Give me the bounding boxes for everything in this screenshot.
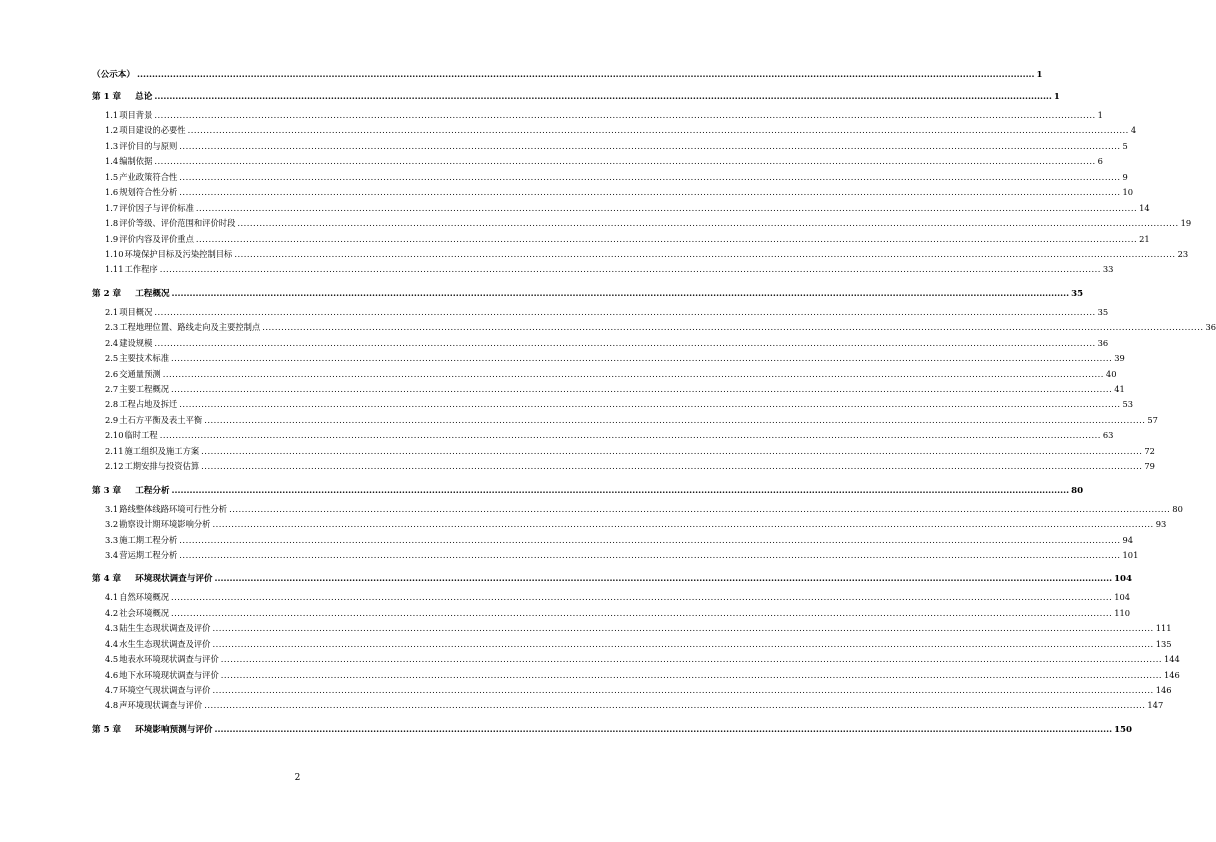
entry-page-number: 6 xyxy=(1097,156,1103,167)
toc-section-entry[interactable] xyxy=(92,155,1103,170)
entry-title: 自然环境概况 xyxy=(119,592,169,603)
entry-page-number: 1 xyxy=(1036,70,1043,80)
entry-page-number: 79 xyxy=(1144,461,1155,472)
entry-number: 1.1 xyxy=(105,110,119,120)
entry-page-number: 35 xyxy=(1071,288,1084,299)
entry-number: 2.3 xyxy=(105,322,119,333)
dot-leader: ............................................................................................................................................................................................................................................................................................................ xyxy=(154,92,1052,102)
entry-number: 4.5 xyxy=(105,654,119,665)
dot-leader: ............................................................................................................................................................................................................................................................................................................ xyxy=(171,353,1113,364)
entry-title: 主要工程概况 xyxy=(119,384,169,394)
entry-page-number: 53 xyxy=(1122,399,1134,410)
entry-title: 评价因子与评价标准 xyxy=(119,202,194,213)
entry-title: 交通量预测 xyxy=(119,368,161,379)
dot-leader: ............................................................................................................................................................................................................................................................................................................ xyxy=(214,724,1113,735)
entry-page-number: 150 xyxy=(1114,724,1133,735)
toc-section-entry[interactable] xyxy=(92,140,1128,155)
entry-title: 临时工程 xyxy=(124,430,158,441)
dot-leader: ............................................................................................................................................................................................................................................................................................................ xyxy=(195,233,1138,244)
dot-leader: ............................................................................................................................................................................................................................................................................................................ xyxy=(201,445,1143,456)
entry-number: 2.1 xyxy=(105,306,119,317)
toc-section-entry[interactable] xyxy=(92,549,1139,564)
entry-number: 2.10 xyxy=(105,430,124,441)
entry-number: 4.1 xyxy=(105,592,119,603)
toc-section-entry[interactable] xyxy=(92,591,1131,606)
entry-title: 评价目的与原则 xyxy=(119,140,178,151)
chapter-spacer xyxy=(92,737,524,742)
entry-title: 地下水环境现状调查与评价 xyxy=(119,669,219,680)
chapter-spacer xyxy=(92,279,524,287)
toc-section-entry[interactable] xyxy=(92,217,1192,232)
entry-number: 1.8 xyxy=(105,218,119,229)
entry-title: 项目背景 xyxy=(119,110,153,120)
entry-number: 4.7 xyxy=(105,685,119,695)
entry-page-number: 101 xyxy=(1122,549,1139,560)
entry-page-number: 40 xyxy=(1105,368,1117,379)
entry-page-number: 10 xyxy=(1122,187,1134,198)
toc-section-entry[interactable] xyxy=(92,669,1180,684)
toc-section-entry[interactable] xyxy=(92,352,1125,367)
entry-title: 工作程序 xyxy=(124,264,158,275)
toc-section-entry[interactable] xyxy=(92,186,1134,201)
dot-leader: ............................................................................................................................................................................................................................................................................................................ xyxy=(154,306,1096,317)
entry-page-number: 57 xyxy=(1147,414,1158,425)
toc-section-entry[interactable] xyxy=(92,124,1137,139)
entry-page-number: 135 xyxy=(1155,638,1172,649)
toc-section-entry[interactable] xyxy=(92,607,1131,622)
entry-page-number: 147 xyxy=(1147,700,1164,711)
dot-leader: ............................................................................................................................................................................................................................................................................................................ xyxy=(179,187,1121,198)
dot-leader: ............................................................................................................................................................................................................................................................................................................ xyxy=(179,549,1121,560)
entry-number: 2.11 xyxy=(105,445,124,456)
toc-chapter-entry[interactable] xyxy=(92,90,1060,104)
entry-page-number: 146 xyxy=(1155,685,1172,695)
entry-page-number: 80 xyxy=(1172,503,1183,514)
entry-number: 第 3 章 xyxy=(92,485,122,496)
toc-chapter-entry[interactable] xyxy=(92,484,1084,498)
dot-leader: ............................................................................................................................................................................................................................................................................................................ xyxy=(162,368,1104,379)
entry-title: 环境现状调查与评价 xyxy=(135,574,213,585)
dot-leader: ............................................................................................................................................................................................................................................................................................................ xyxy=(220,669,1162,680)
entry-number: 1.3 xyxy=(105,140,119,151)
entry-page-number: 104 xyxy=(1114,592,1131,603)
entry-number: 4.4 xyxy=(105,638,119,649)
entry-page-number: 63 xyxy=(1102,430,1114,441)
dot-leader: ............................................................................................................................................................................................................................................................................................................ xyxy=(220,654,1162,665)
entry-page-number: 144 xyxy=(1164,654,1180,665)
entry-page-number: 94 xyxy=(1122,534,1134,545)
dot-leader: ............................................................................................................................................................................................................................................................................................................ xyxy=(179,140,1121,151)
dot-leader: ............................................................................................................................................................................................................................................................................................................ xyxy=(214,574,1113,585)
entry-number: 4.3 xyxy=(105,623,119,634)
entry-title: 工程分析 xyxy=(135,485,170,496)
toc-section-entry[interactable] xyxy=(92,109,1103,124)
toc-section-entry[interactable] xyxy=(92,171,1128,186)
entry-title: 编制依据 xyxy=(119,156,153,167)
dot-leader: ............................................................................................................................................................................................................................................................................................................ xyxy=(212,623,1154,634)
entry-title: 路线整体线路环境可行性分析 xyxy=(119,503,228,514)
toc-section-entry[interactable] xyxy=(92,638,1172,653)
entry-number: 4.2 xyxy=(105,607,119,618)
toc-section-entry[interactable] xyxy=(92,383,1125,398)
entry-page-number: 146 xyxy=(1164,669,1180,680)
toc-section-entry[interactable] xyxy=(92,248,1189,263)
entry-number: 1.9 xyxy=(105,233,119,244)
entry-title: 营运期工程分析 xyxy=(119,549,178,560)
entry-title: 施工期工程分析 xyxy=(119,534,178,545)
dot-leader: ............................................................................................................................................................................................................................................................................................................ xyxy=(171,485,1070,496)
dot-leader: ............................................................................................................................................................................................................................................................................................................ xyxy=(171,592,1113,603)
dot-leader: ............................................................................................................................................................................................................................................................................................................ xyxy=(154,110,1096,120)
dot-leader: ............................................................................................................................................................................................................................................................................................................ xyxy=(159,264,1101,275)
toc-chapter-entry[interactable] xyxy=(92,723,1133,737)
entry-number: 3.4 xyxy=(105,549,119,560)
entry-title: 评价内容及评价重点 xyxy=(119,233,194,244)
entry-title: 陆生生态现状调查及评价 xyxy=(119,623,211,634)
dot-leader: ............................................................................................................................................................................................................................................................................................................ xyxy=(201,461,1143,472)
toc-section-entry[interactable] xyxy=(92,321,1216,336)
entry-title: 主要技术标准 xyxy=(119,353,169,364)
toc-section-entry[interactable] xyxy=(92,368,1117,383)
dot-leader: ............................................................................................................................................................................................................................................................................................................ xyxy=(212,638,1154,649)
toc-section-entry[interactable] xyxy=(92,622,1172,637)
entry-number: 3.1 xyxy=(105,503,119,514)
entry-number: 1.5 xyxy=(105,171,119,182)
chapter-spacer xyxy=(92,476,524,484)
entry-number: 2.8 xyxy=(105,399,119,410)
entry-number: 2.9 xyxy=(105,414,119,425)
entry-page-number: 23 xyxy=(1177,248,1189,259)
entry-number: 2.5 xyxy=(105,353,119,364)
entry-page-number: 36 xyxy=(1097,337,1109,348)
entry-title: 环境保护目标及污染控制目标 xyxy=(124,248,233,259)
dot-leader: ............................................................................................................................................................................................................................................................................................................ xyxy=(159,430,1101,441)
entry-number: 第 2 章 xyxy=(92,288,122,299)
toc-section-entry[interactable] xyxy=(92,518,1167,533)
chapter-spacer xyxy=(92,715,524,723)
entry-title: 环境空气现状调查与评价 xyxy=(119,685,211,695)
entry-number: 1.7 xyxy=(105,202,119,213)
toc-section-entry[interactable] xyxy=(92,429,1114,444)
entry-number: 1.2 xyxy=(105,125,119,136)
toc-chapter-entry[interactable] xyxy=(92,68,1043,82)
toc-section-entry[interactable] xyxy=(92,460,1155,475)
toc-section-entry[interactable] xyxy=(92,337,1109,352)
entry-page-number: 35 xyxy=(1097,306,1109,317)
entry-title: 建设规模 xyxy=(119,337,153,348)
dot-leader: ............................................................................................................................................................................................................................................................................................................ xyxy=(204,700,1146,711)
entry-page-number: 4 xyxy=(1130,125,1137,136)
dot-leader: ............................................................................................................................................................................................................................................................................................................ xyxy=(136,70,1035,80)
dot-leader: ............................................................................................................................................................................................................................................................................................................ xyxy=(171,288,1070,299)
entry-page-number: 21 xyxy=(1139,233,1150,244)
toc-section-entry[interactable] xyxy=(92,534,1134,549)
entry-title: 工程概况 xyxy=(135,288,170,299)
dot-leader: ............................................................................................................................................................................................................................................................................................................ xyxy=(237,218,1179,229)
entry-page-number: 9 xyxy=(1122,171,1128,182)
toc-section-entry[interactable] xyxy=(92,653,1180,668)
entry-title: 规划符合性分析 xyxy=(119,187,178,198)
dot-leader: ............................................................................................................................................................................................................................................................................................................ xyxy=(154,337,1096,348)
toc-section-entry[interactable] xyxy=(92,306,1109,321)
entry-title: 评价等级、评价范围和评价时段 xyxy=(119,218,236,229)
toc-section-entry[interactable] xyxy=(92,503,1183,518)
dot-leader: ............................................................................................................................................................................................................................................................................................................ xyxy=(195,202,1138,213)
entry-title: 声环境现状调查与评价 xyxy=(119,700,203,711)
entry-page-number: 72 xyxy=(1144,445,1155,456)
page-number: 2 xyxy=(294,773,301,783)
entry-number: 1.4 xyxy=(105,156,119,167)
entry-title: 勘察设计期环境影响分析 xyxy=(119,519,211,530)
dot-leader: ............................................................................................................................................................................................................................................................................................................ xyxy=(179,534,1121,545)
dot-leader: ............................................................................................................................................................................................................................................................................................................ xyxy=(234,248,1176,259)
entry-number: 4.8 xyxy=(105,700,119,711)
toc-section-entry[interactable] xyxy=(92,414,1158,429)
toc-section-entry[interactable] xyxy=(92,699,1164,714)
dot-leader: ............................................................................................................................................................................................................................................................................................................ xyxy=(154,156,1096,167)
entry-number: 第 1 章 xyxy=(92,92,122,102)
entry-page-number: 19 xyxy=(1180,218,1192,229)
chapter-spacer xyxy=(92,82,524,90)
entry-title: 总论 xyxy=(135,92,153,102)
entry-title: 项目建设的必要性 xyxy=(119,125,186,136)
entry-title: 土石方平衡及表土平衡 xyxy=(119,414,203,425)
entry-title: 产业政策符合性 xyxy=(119,171,178,182)
entry-number: 1.6 xyxy=(105,187,119,198)
entry-title: 水生生态现状调查及评价 xyxy=(119,638,211,649)
dot-leader: ............................................................................................................................................................................................................................................................................................................ xyxy=(212,519,1154,530)
entry-page-number: 33 xyxy=(1102,264,1114,275)
dot-leader: ............................................................................................................................................................................................................................................................................................................ xyxy=(229,503,1171,514)
toc-section-entry[interactable] xyxy=(92,684,1172,699)
entry-page-number: 5 xyxy=(1122,140,1128,151)
table-of-contents xyxy=(92,68,1216,742)
dot-leader: ............................................................................................................................................................................................................................................................................................................ xyxy=(262,322,1204,333)
entry-page-number: 1 xyxy=(1053,92,1060,102)
entry-title: 工期安排与投资估算 xyxy=(124,461,200,472)
entry-number: 2.6 xyxy=(105,368,119,379)
entry-page-number: 1 xyxy=(1097,110,1103,120)
entry-title: 工程占地及拆迁 xyxy=(119,399,178,410)
entry-title: 社会环境概况 xyxy=(119,607,169,618)
entry-title: 施工组织及施工方案 xyxy=(124,445,200,456)
entry-page-number: 110 xyxy=(1114,607,1131,618)
entry-page-number: 14 xyxy=(1139,202,1150,213)
entry-title: （公示本） xyxy=(92,70,135,80)
toc-section-entry[interactable] xyxy=(92,263,1114,278)
entry-number: 4.6 xyxy=(105,669,119,680)
dot-leader: ............................................................................................................................................................................................................................................................................................................ xyxy=(187,125,1129,136)
entry-page-number: 93 xyxy=(1155,519,1167,530)
entry-number: 2.7 xyxy=(105,384,119,394)
entry-page-number: 111 xyxy=(1155,623,1172,634)
toc-chapter-entry[interactable] xyxy=(92,287,1084,301)
dot-leader: ............................................................................................................................................................................................................................................................................................................ xyxy=(171,607,1113,618)
dot-leader: ............................................................................................................................................................................................................................................................................................................ xyxy=(179,399,1121,410)
dot-leader: ............................................................................................................................................................................................................................................................................................................ xyxy=(179,171,1121,182)
entry-page-number: 80 xyxy=(1071,485,1084,496)
toc-section-entry[interactable] xyxy=(92,202,1150,217)
toc-section-entry[interactable] xyxy=(92,398,1134,413)
entry-page-number: 36 xyxy=(1205,322,1216,333)
entry-number: 3.2 xyxy=(105,519,119,530)
toc-chapter-entry[interactable] xyxy=(92,572,1133,586)
entry-title: 环境影响预测与评价 xyxy=(135,724,213,735)
entry-number: 1.10 xyxy=(105,248,124,259)
dot-leader: ............................................................................................................................................................................................................................................................................................................ xyxy=(212,685,1154,695)
entry-number: 2.4 xyxy=(105,337,119,348)
chapter-spacer xyxy=(92,564,524,572)
toc-section-entry[interactable] xyxy=(92,445,1155,460)
entry-page-number: 39 xyxy=(1114,353,1125,364)
entry-title: 工程地理位置、路线走向及主要控制点 xyxy=(119,322,261,333)
entry-number: 3.3 xyxy=(105,534,119,545)
entry-number: 2.12 xyxy=(105,461,124,472)
toc-section-entry[interactable] xyxy=(92,233,1150,248)
entry-title: 项目概况 xyxy=(119,306,153,317)
entry-page-number: 41 xyxy=(1114,384,1125,394)
entry-title: 地表水环境现状调查与评价 xyxy=(119,654,219,665)
entry-page-number: 104 xyxy=(1114,574,1133,585)
dot-leader: ............................................................................................................................................................................................................................................................................................................ xyxy=(171,384,1113,394)
entry-number: 1.11 xyxy=(105,264,124,275)
entry-number: 第 4 章 xyxy=(92,574,122,585)
dot-leader: ............................................................................................................................................................................................................................................................................................................ xyxy=(204,414,1146,425)
entry-number: 第 5 章 xyxy=(92,724,122,735)
